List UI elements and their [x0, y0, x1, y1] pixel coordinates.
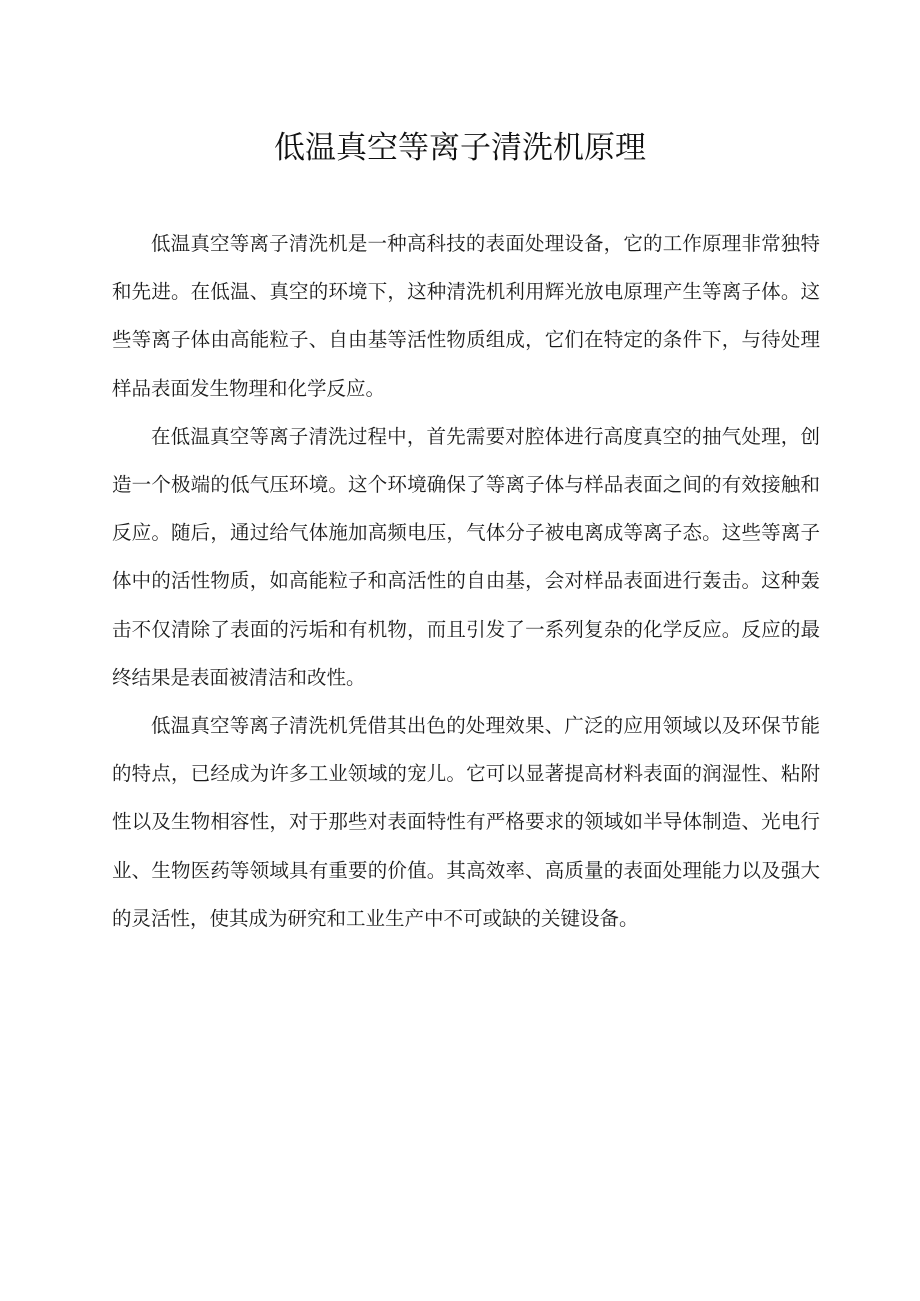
paragraph-1: 低温真空等离子清洗机是一种高科技的表面处理设备，它的工作原理非常独特和先进。在低温、真空的环境下，这种清洗机利用辉光放电原理产生等离子体。这些等离子体由高能粒子、自由基等活性物质组成，它们在特定的条件下，与待处理样品表面发生物理和化学反应。 [112, 232, 820, 400]
paragraph-2: 在低温真空等离子清洗过程中，首先需要对腔体进行高度真空的抽气处理，创造一个极端的低气压环境。这个环境确保了等离子体与样品表面之间的有效接触和反应。随后，通过给气体施加高频电压，气体分子被电离成等离子态。这些等离子体中的活性物质，如高能粒子和高活性的自由基，会对样品表面进行轰击。这种轰击不仅清除了表面的污垢和有机物，而且引发了一系列复杂的化学反应。反应的最终结果是表面被清洁和改性。 [112, 424, 820, 689]
document-body [112, 220, 820, 943]
paragraph-3: 低温真空等离子清洗机凭借其出色的处理效果、广泛的应用领域以及环保节能的特点，已经成为许多工业领域的宠儿。它可以显著提高材料表面的润湿性、粘附性以及生物相容性，对于那些对表面特性有严格要求的领域如半导体制造、光电行业、生物医药等领域具有重要的价值。其高效率、高质量的表面处理能力以及强大的灵活性，使其成为研究和工业生产中不可或缺的关键设备。 [112, 714, 820, 930]
document-title: 低温真空等离子清洗机原理 [274, 130, 646, 166]
